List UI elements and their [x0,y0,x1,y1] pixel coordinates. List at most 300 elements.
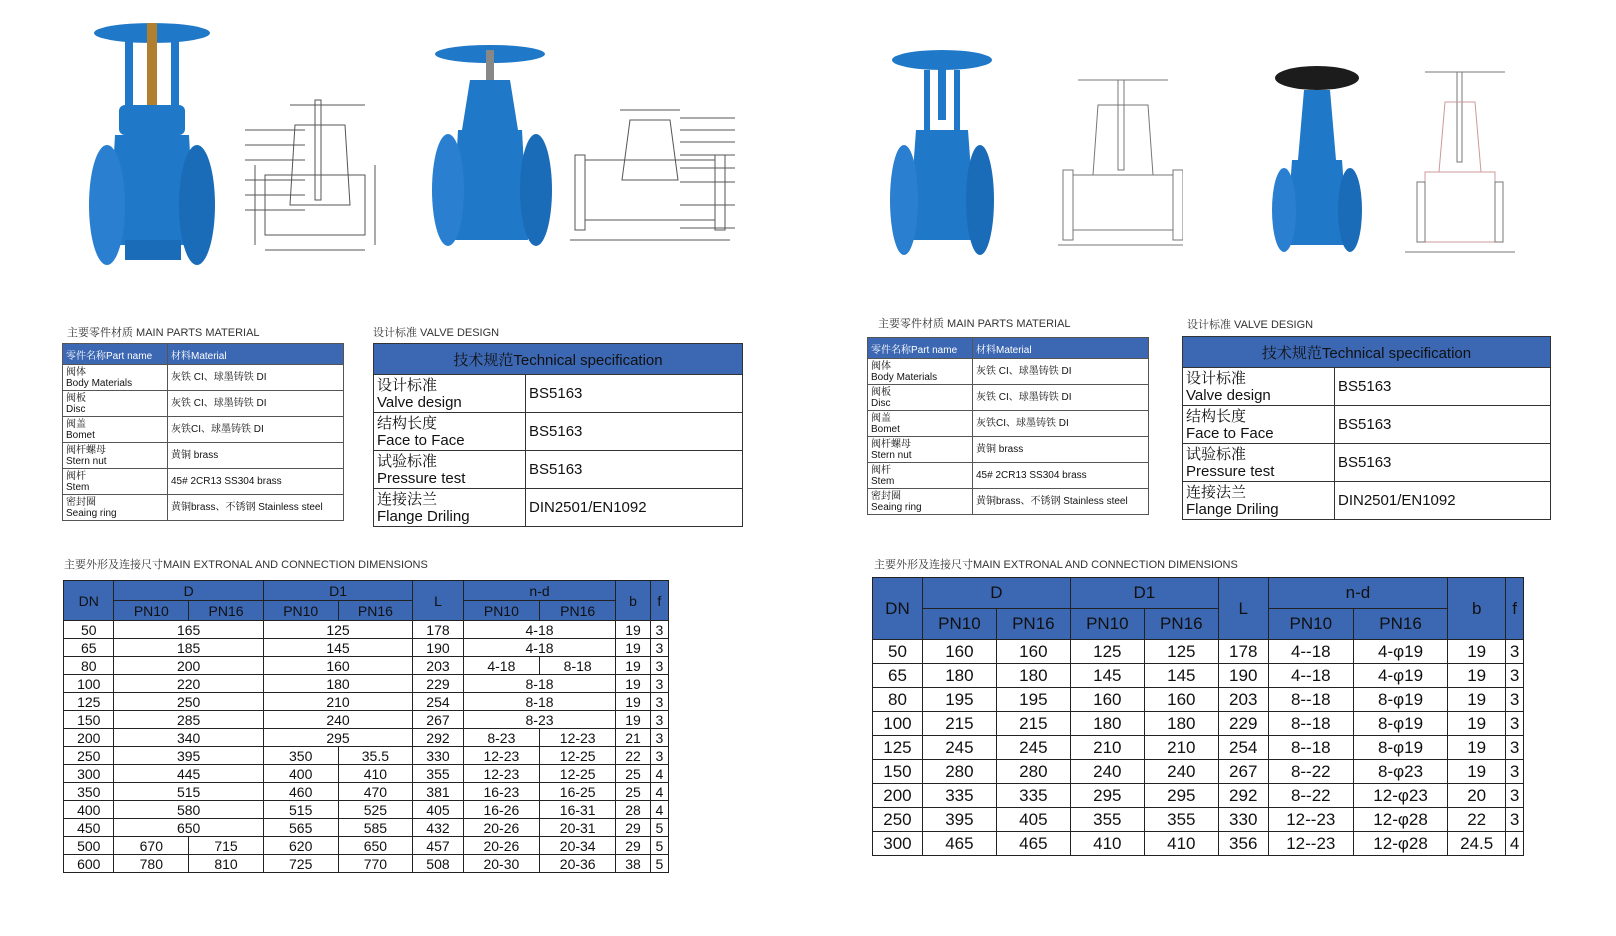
dim-nd-pn10-cell: 4--18 [1268,640,1353,664]
dim-f-cell: 3 [1506,664,1524,688]
dim-b-cell: 19 [1448,664,1506,688]
part-name-cn: 阀杆螺母 [66,444,106,456]
spec-label-cell [374,375,526,413]
dim-header-d: D [114,581,263,601]
dim-b-cell: 25 [616,765,650,783]
part-name-cell [868,463,973,489]
dim-d1-pn10-cell: 565 [263,819,338,837]
dim-nd-pn16-cell: 12-25 [540,765,616,783]
parts-header-name: 零件名称Part name [63,344,168,365]
dim-header-pn10: PN10 [1268,609,1353,640]
spec-value-cell: DIN2501/EN1092 [526,489,743,527]
dim-b-cell: 19 [616,693,650,711]
dim-f-cell: 5 [650,855,668,873]
dim-header-dn: DN [64,581,114,621]
dim-nd-pn16-cell: 20-34 [540,837,616,855]
dim-f-cell: 3 [650,747,668,765]
dim-dn-cell: 150 [873,760,923,784]
part-name-cell [63,443,168,469]
dim-b-cell: 28 [616,801,650,819]
dim-f-cell: 3 [650,693,668,711]
dim-d-pn10-cell: 280 [922,760,996,784]
spec-row [374,489,743,527]
dim-l-cell: 178 [1218,640,1268,664]
part-material-cell: 灰铁 CI、球墨铸铁 DI [168,391,344,417]
part-name-cn: 密封圈 [66,496,96,508]
part-material-cell: 灰铁 CI、球墨铸铁 DI [168,365,344,391]
dim-header-row-1 [873,578,1524,609]
dim-nd-cell: 4-18 [463,621,616,639]
dim-d1-pn16-cell: 525 [338,801,413,819]
right-dim-title: 主要外形及连接尺寸MAIN EXTRONAL AND CONNECTION DIMENSIONS [874,559,1238,571]
dim-b-cell: 19 [616,711,650,729]
spec-header-row [374,344,743,375]
dim-row [64,837,669,855]
dim-b-cell: 19 [616,657,650,675]
spec-label-en: Valve design [1186,386,1271,404]
dim-row [64,657,669,675]
dim-b-cell: 19 [616,675,650,693]
dim-nd-pn10-cell: 16-26 [463,801,539,819]
part-name-en: Seaing ring [66,507,117,519]
dim-d-pn16-cell: 245 [996,736,1070,760]
dim-nd-pn10-cell: 8--18 [1268,712,1353,736]
dim-nd-pn16-cell: 16-31 [540,801,616,819]
dim-header-pn10: PN10 [922,609,996,640]
valve-drawing-non-rising-stem [570,100,740,250]
dim-header-row-1 [64,581,669,601]
left-parts-title: 主要零件材质 MAIN PARTS MATERIAL [67,327,260,339]
dim-l-cell: 190 [413,639,463,657]
dim-d1-pn10-cell: 125 [1070,640,1144,664]
dim-d1-pn10-cell: 725 [263,855,338,873]
dim-f-cell: 4 [650,801,668,819]
dim-d1-cell: 240 [263,711,412,729]
part-material-cell: 灰铁 CI、球墨铸铁 DI [973,359,1149,385]
dim-d1-pn10-cell: 145 [1070,664,1144,688]
part-material-cell: 黄铜brass、不锈钢 Stainless steel [973,489,1149,515]
dim-nd-pn10-cell: 8--18 [1268,688,1353,712]
dim-d1-pn10-cell: 180 [1070,712,1144,736]
dim-d-cell: 185 [114,639,263,657]
dim-l-cell: 457 [413,837,463,855]
dim-d1-pn10-cell: 295 [1070,784,1144,808]
dim-f-cell: 4 [650,765,668,783]
dim-nd-pn10-cell: 16-23 [463,783,539,801]
dim-row [64,801,669,819]
dim-l-cell: 203 [413,657,463,675]
dim-row [873,640,1524,664]
right-parts-title: 主要零件材质 MAIN PARTS MATERIAL [878,318,1071,330]
dim-f-cell: 3 [1506,712,1524,736]
dim-d1-cell: 180 [263,675,412,693]
dim-d1-pn16-cell: 145 [1144,664,1218,688]
dim-l-cell: 229 [413,675,463,693]
spec-row [1183,368,1551,406]
dim-nd-pn10-cell: 8--22 [1268,784,1353,808]
left-design-title: 设计标准 VALVE DESIGN [373,327,500,339]
dim-d-pn10-cell: 215 [922,712,996,736]
dim-header-dn: DN [873,578,923,640]
part-material-cell: 黄铜 brass [973,437,1149,463]
dim-d1-pn10-cell: 410 [1070,832,1144,856]
part-name-en: Stem [66,481,90,493]
dim-d-cell: 200 [114,657,263,675]
part-name-en: Bomet [66,429,95,441]
spec-label-en: Face to Face [377,431,465,449]
dim-nd-pn16-cell: 12-φ28 [1353,808,1447,832]
part-name-en: Seaing ring [871,501,922,513]
part-material-cell: 45# 2CR13 SS304 brass [168,469,344,495]
dim-nd-cell: 4-18 [463,639,616,657]
valve-photo-non-rising-stem [430,40,555,255]
spec-row [1183,406,1551,444]
dim-d-cell: 250 [114,693,263,711]
part-material-cell: 灰铁CI、球墨铸铁 DI [168,417,344,443]
spec-row [374,375,743,413]
dim-nd-pn10-cell: 12-23 [463,765,539,783]
dim-l-cell: 178 [413,621,463,639]
dim-header-nd: n-d [463,581,616,601]
dim-header-pn16: PN16 [1353,609,1447,640]
spec-value-cell: BS5163 [526,451,743,489]
dim-f-cell: 3 [650,729,668,747]
dim-header-l: L [1218,578,1268,640]
dim-dn-cell: 300 [873,832,923,856]
dim-d1-cell: 125 [263,621,412,639]
dim-d1-pn16-cell: 180 [1144,712,1218,736]
dim-d-cell: 445 [114,765,263,783]
parts-row [868,411,1149,437]
spec-row [374,451,743,489]
spec-label-cell [1183,368,1335,406]
dim-f-cell: 5 [650,819,668,837]
dim-nd-pn10-cell: 20-30 [463,855,539,873]
part-name-cell [63,495,168,521]
dim-dn-cell: 80 [873,688,923,712]
dim-row [64,693,669,711]
dim-f-cell: 3 [1506,640,1524,664]
right-dimension-table [872,577,1524,856]
left-spec-table [373,343,743,527]
spec-header-row [1183,337,1551,368]
dim-dn-cell: 65 [873,664,923,688]
dim-d-pn16-cell: 180 [996,664,1070,688]
dim-b-cell: 22 [616,747,650,765]
dim-row [64,819,669,837]
dim-dn-cell: 450 [64,819,114,837]
spec-label-en: Flange Driling [1186,500,1279,518]
spec-label-cell [1183,406,1335,444]
dim-d1-cell: 295 [263,729,412,747]
dim-d1-pn10-cell: 350 [263,747,338,765]
dim-header-pn10: PN10 [114,601,189,621]
part-material-cell: 黄铜 brass [168,443,344,469]
parts-header-row [868,338,1149,359]
dim-l-cell: 356 [1218,832,1268,856]
dim-nd-pn16-cell: 12-φ23 [1353,784,1447,808]
dim-l-cell: 330 [413,747,463,765]
dim-row [64,711,669,729]
left-dimension-table [63,580,669,873]
spec-label-en: Pressure test [1186,462,1275,480]
part-name-cn: 阀板 [66,392,86,404]
right-design-title: 设计标准 VALVE DESIGN [1187,319,1314,331]
dim-l-cell: 292 [413,729,463,747]
parts-row [868,359,1149,385]
dim-b-cell: 29 [616,819,650,837]
part-name-cn: 阀杆 [871,464,891,476]
dim-nd-pn10-cell: 12--23 [1268,808,1353,832]
dim-dn-cell: 100 [64,675,114,693]
spec-value-cell: BS5163 [526,375,743,413]
dim-f-cell: 3 [650,711,668,729]
dim-dn-cell: 65 [64,639,114,657]
dim-d-pn10-cell: 780 [114,855,189,873]
dim-d1-pn16-cell: 125 [1144,640,1218,664]
dim-nd-pn10-cell: 8--22 [1268,760,1353,784]
dim-l-cell: 254 [413,693,463,711]
dim-dn-cell: 250 [64,747,114,765]
spec-label-cn: 连接法兰 [1186,483,1247,501]
dim-row [64,621,669,639]
dim-dn-cell: 150 [64,711,114,729]
dim-b-cell: 19 [1448,640,1506,664]
dim-nd-pn16-cell: 4-φ19 [1353,664,1447,688]
dim-f-cell: 3 [650,639,668,657]
spec-label-cn: 试验标准 [1186,445,1247,463]
dim-d-cell: 285 [114,711,263,729]
dim-b-cell: 19 [1448,688,1506,712]
dim-l-cell: 381 [413,783,463,801]
dim-f-cell: 3 [1506,736,1524,760]
dim-nd-pn10-cell: 12--23 [1268,832,1353,856]
valve-photo-rising-stem [85,15,220,270]
dim-f-cell: 3 [1506,688,1524,712]
dim-f-cell: 3 [1506,784,1524,808]
dim-header-pn10: PN10 [263,601,338,621]
dim-dn-cell: 250 [873,808,923,832]
spec-label-cn: 连接法兰 [377,490,438,508]
dim-d1-pn16-cell: 240 [1144,760,1218,784]
dim-nd-cell: 8-18 [463,675,616,693]
dim-d-cell: 650 [114,819,263,837]
dim-d1-pn16-cell: 210 [1144,736,1218,760]
dim-d-cell: 395 [114,747,263,765]
valve-photo-right-2 [1270,60,1365,260]
part-name-cn: 阀盖 [66,418,86,430]
dim-d-pn16-cell: 405 [996,808,1070,832]
part-name-en: Body Materials [871,371,938,383]
dim-f-cell: 3 [1506,808,1524,832]
dim-header-d1: D1 [263,581,412,601]
dim-l-cell: 267 [1218,760,1268,784]
part-name-cell [63,417,168,443]
dim-f-cell: 3 [1506,760,1524,784]
part-name-cn: 阀体 [871,360,891,372]
dim-d1-pn16-cell: 770 [338,855,413,873]
dim-dn-cell: 200 [64,729,114,747]
dim-nd-pn16-cell: 8-φ19 [1353,688,1447,712]
right-parts-material-table [867,337,1149,515]
dim-d1-pn10-cell: 400 [263,765,338,783]
parts-header-material: 材料Material [168,344,344,365]
spec-label-en: Valve design [377,393,462,411]
left-dim-title: 主要外形及连接尺寸MAIN EXTRONAL AND CONNECTION DIMENSIONS [64,559,428,571]
spec-row [374,413,743,451]
dim-nd-pn10-cell: 4--18 [1268,664,1353,688]
dim-header-pn10: PN10 [463,601,539,621]
parts-row [63,391,344,417]
dim-d1-pn16-cell: 35.5 [338,747,413,765]
part-name-cn: 阀板 [871,386,891,398]
spec-value-cell: BS5163 [1335,444,1551,482]
parts-row [63,365,344,391]
dim-d1-pn16-cell: 410 [1144,832,1218,856]
dim-nd-pn16-cell: 20-36 [540,855,616,873]
spec-label-cell [374,413,526,451]
dim-dn-cell: 400 [64,801,114,819]
dim-row [873,712,1524,736]
part-name-cell [63,391,168,417]
dim-header-f: f [1506,578,1524,640]
dim-d-pn16-cell: 215 [996,712,1070,736]
left-parts-material-table [62,343,344,521]
dim-b-cell: 19 [616,639,650,657]
spec-label-cell [1183,482,1335,520]
spec-row [1183,482,1551,520]
dim-row [64,675,669,693]
part-name-en: Disc [871,397,891,409]
dim-l-cell: 508 [413,855,463,873]
dim-f-cell: 3 [650,675,668,693]
part-name-cell [868,411,973,437]
dim-l-cell: 190 [1218,664,1268,688]
parts-row [868,489,1149,515]
dim-nd-pn16-cell: 12-φ28 [1353,832,1447,856]
dim-l-cell: 330 [1218,808,1268,832]
dim-header-row-2 [873,609,1524,640]
dim-header-pn10: PN10 [1070,609,1144,640]
valve-drawing-right-2 [1395,62,1525,257]
dim-row [64,855,669,873]
dim-d-pn10-cell: 160 [922,640,996,664]
dim-header-row-2 [64,601,669,621]
dim-nd-pn16-cell: 12-25 [540,747,616,765]
dim-nd-cell: 8-23 [463,711,616,729]
dim-d-pn16-cell: 160 [996,640,1070,664]
dim-d1-pn16-cell: 295 [1144,784,1218,808]
dim-b-cell: 20 [1448,784,1506,808]
part-name-en: Bomet [871,423,900,435]
dim-nd-pn16-cell: 20-31 [540,819,616,837]
dim-d-pn10-cell: 245 [922,736,996,760]
dim-b-cell: 19 [1448,760,1506,784]
dim-header-b: b [1448,578,1506,640]
dim-d1-pn16-cell: 470 [338,783,413,801]
dim-d-pn10-cell: 395 [922,808,996,832]
dim-row [64,747,669,765]
dim-b-cell: 25 [616,783,650,801]
spec-label-cn: 试验标准 [377,452,438,470]
spec-value-cell: BS5163 [1335,368,1551,406]
dim-d-cell: 165 [114,621,263,639]
dim-nd-pn16-cell: 16-25 [540,783,616,801]
dim-header-pn16: PN16 [540,601,616,621]
dim-header-d1: D1 [1070,578,1218,609]
right-spec-table [1182,336,1551,520]
parts-row [63,417,344,443]
dim-d-pn10-cell: 335 [922,784,996,808]
dim-row [873,808,1524,832]
dim-d-pn16-cell: 335 [996,784,1070,808]
dim-row [873,736,1524,760]
dim-d1-pn10-cell: 160 [1070,688,1144,712]
parts-header-row [63,344,344,365]
dim-d1-cell: 145 [263,639,412,657]
spec-label-en: Face to Face [1186,424,1274,442]
dim-b-cell: 24.5 [1448,832,1506,856]
part-name-en: Disc [66,403,86,415]
dim-nd-pn16-cell: 8-φ19 [1353,712,1447,736]
dim-d1-pn16-cell: 410 [338,765,413,783]
dim-dn-cell: 80 [64,657,114,675]
part-name-cn: 阀杆螺母 [871,438,911,450]
dim-d1-pn16-cell: 585 [338,819,413,837]
dim-d-pn10-cell: 180 [922,664,996,688]
dim-row [873,688,1524,712]
dim-nd-pn10-cell: 20-26 [463,837,539,855]
dim-f-cell: 3 [650,621,668,639]
dim-d-pn10-cell: 195 [922,688,996,712]
dim-nd-pn16-cell: 8-18 [540,657,616,675]
spec-header: 技术规范Technical specification [1183,337,1551,368]
dim-nd-pn10-cell: 20-26 [463,819,539,837]
parts-row [868,437,1149,463]
dim-d1-pn10-cell: 210 [1070,736,1144,760]
dim-dn-cell: 125 [64,693,114,711]
dim-nd-pn16-cell: 12-23 [540,729,616,747]
part-name-cell [868,385,973,411]
part-name-cell [63,365,168,391]
dim-d1-pn10-cell: 460 [263,783,338,801]
spec-label-en: Flange Driling [377,507,470,525]
dim-header-pn16: PN16 [996,609,1070,640]
part-name-en: Stem [871,475,895,487]
valve-drawing-rising-stem [245,85,385,255]
dim-dn-cell: 600 [64,855,114,873]
part-name-cell [868,437,973,463]
dim-d1-pn10-cell: 620 [263,837,338,855]
dim-f-cell: 4 [650,783,668,801]
dim-header-d: D [922,578,1070,609]
spec-label-cell [374,489,526,527]
dim-dn-cell: 50 [873,640,923,664]
spec-label-cell [374,451,526,489]
dim-b-cell: 22 [1448,808,1506,832]
dim-row [873,664,1524,688]
dim-b-cell: 38 [616,855,650,873]
dim-d1-cell: 210 [263,693,412,711]
dim-b-cell: 19 [1448,712,1506,736]
part-name-en: Stern nut [871,449,912,461]
dim-dn-cell: 350 [64,783,114,801]
dim-nd-pn16-cell: 4-φ19 [1353,640,1447,664]
dim-d1-pn16-cell: 160 [1144,688,1218,712]
dim-dn-cell: 50 [64,621,114,639]
dim-row [64,729,669,747]
dim-l-cell: 254 [1218,736,1268,760]
